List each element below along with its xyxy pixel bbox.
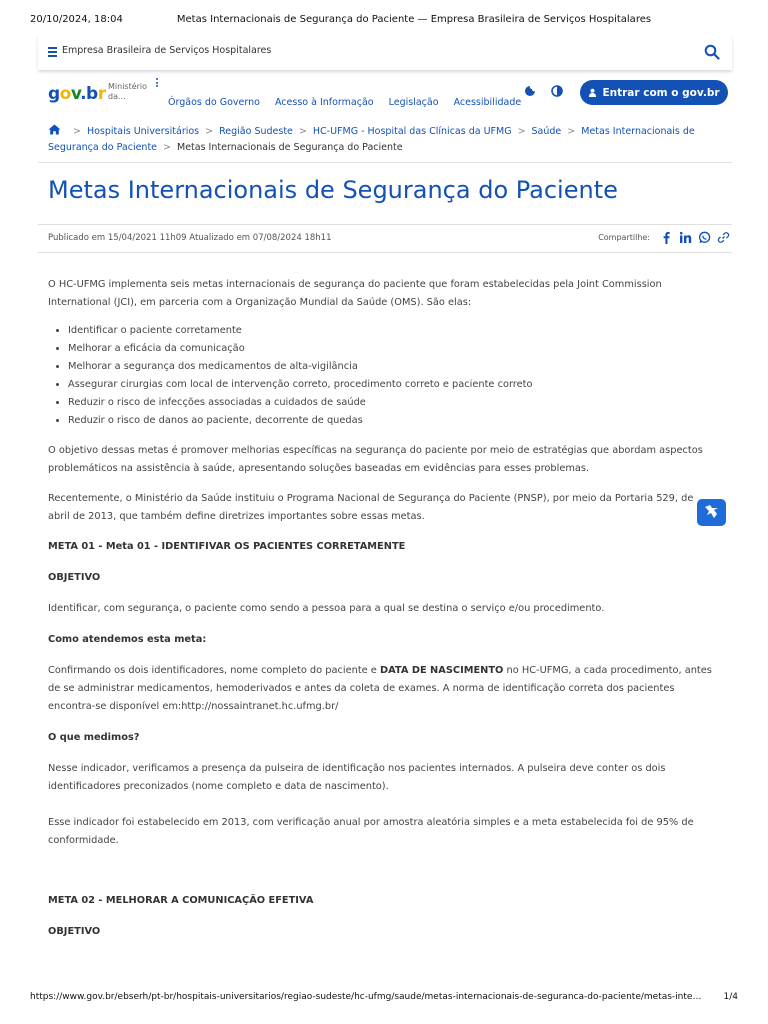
list-item: • Melhorar a segurança dos medicamentos de alta-vigilância — [68, 358, 724, 376]
contrast-icon[interactable] — [551, 85, 563, 97]
breadcrumb-item[interactable]: Região Sudeste — [219, 126, 293, 137]
link-orgaos[interactable]: Órgãos do Governo — [168, 97, 260, 108]
medimos-paragraph-1: Nesse indicador, verificamos a presença da pulseira de identificação nos pacientes internados. A pulseira deve conter os dois identificadores preconizados (nome completo e data de nascimento). — [48, 763, 666, 792]
list-item: • Reduzir o risco de infecções associadas a cuidados de saúde — [68, 394, 724, 412]
print-footer — [30, 992, 738, 1006]
share-bar — [598, 231, 730, 244]
list-item: • Identificar o paciente corretamente — [68, 322, 724, 340]
print-date: 20/10/2024, 18:04 — [30, 14, 123, 25]
login-label: Entrar com o gov.br — [602, 86, 720, 99]
cookie-icon[interactable] — [524, 85, 536, 97]
print-title: Metas Internacionais de Segurança do Paciente — Empresa Brasileira de Serviços Hospitalares — [176, 14, 652, 25]
breadcrumb-item[interactable]: Saúde — [531, 126, 562, 137]
como-text: Confirmando os dois identificadores, nome completo do paciente e — [48, 665, 380, 676]
print-header — [30, 14, 738, 30]
hamburger-icon[interactable] — [48, 47, 57, 56]
breadcrumb-item[interactable]: Metas Internacionais de Segurança do Paciente — [48, 126, 695, 153]
meta02-heading: META 02 - MELHORAR A COMUNICAÇÃO EFETIVA — [48, 895, 314, 906]
govbr-bar — [48, 78, 732, 118]
goals-list — [48, 322, 724, 430]
ministry-label — [108, 82, 147, 102]
meta01-heading: META 01 - Meta 01 - IDENTIFIVAR OS PACIENTES CORRETAMENTE — [48, 541, 406, 552]
linkedin-icon[interactable] — [679, 231, 692, 244]
list-item: • Assegurar cirurgias com local de intervenção correto, procedimento correto e paciente correto — [68, 376, 724, 394]
breadcrumb: > Hospitais Universitários > Região Sudeste > HC-UFMG - Hospital das Clínicas da UFMG > Saúde > Metas Internacionais de Segurança do Paciente > Metas Internacionais de Segurança do Paciente — [48, 126, 695, 153]
site-name[interactable]: Empresa Brasileira de Serviços Hospitalares — [62, 45, 272, 56]
intro-paragraph: O HC-UFMG implementa seis metas internacionais de segurança do paciente que foram estabelecidas pela Joint Commission International (JCI), em parceria com a Organização Mundial da Saúde (OMS). São elas: — [48, 279, 662, 308]
page-number: 1/4 — [723, 992, 738, 1002]
user-icon — [588, 88, 597, 97]
objective-paragraph: O objetivo dessas metas é promover melhorias específicas na segurança do paciente por meio de estratégias que abordam aspectos problemáticos na assistência à saúde, apresentando soluções baseadas em evidências para esses problemas. — [48, 445, 703, 474]
medimos-label: O que medimos? — [48, 732, 140, 743]
whatsapp-icon[interactable] — [698, 231, 711, 244]
article-meta — [48, 233, 730, 247]
login-button[interactable] — [580, 80, 728, 105]
como-paragraph — [48, 662, 724, 716]
sign-language-icon — [697, 499, 726, 526]
search-icon[interactable] — [704, 44, 720, 60]
breadcrumb-current: Metas Internacionais de Segurança do Paciente — [177, 142, 403, 153]
breadcrumb-item[interactable]: Hospitais Universitários — [86, 126, 200, 137]
list-item: • Reduzir o risco de danos ao paciente, decorrente de quedas — [68, 412, 724, 430]
page-title: Metas Internacionais de Segurança do Paciente — [48, 176, 618, 204]
link-acesso-informacao[interactable]: Acesso à Informação — [274, 97, 374, 108]
divider — [38, 252, 732, 253]
breadcrumb-item[interactable]: HC-UFMG - Hospital das Clínicas da UFMG — [312, 126, 512, 137]
divider — [38, 224, 732, 225]
objetivo-label: OBJETIVO — [48, 572, 101, 583]
divider — [38, 162, 732, 163]
facebook-icon[interactable] — [660, 231, 673, 244]
article-body — [48, 276, 724, 941]
site-header — [38, 36, 732, 70]
como-label: Como atendemos esta meta: — [48, 634, 207, 645]
share-label: Compartilhe: — [598, 233, 650, 242]
ministry-line-2: da... — [108, 92, 126, 101]
link-acessibilidade[interactable]: Acessibilidade — [453, 97, 522, 108]
list-item: • Melhorar a eficácia da comunicação — [68, 340, 724, 358]
govbr-logo[interactable]: gov.br — [48, 84, 106, 104]
vlibras-button[interactable] — [697, 499, 726, 526]
como-bold: DATA DE NASCIMENTO — [379, 665, 504, 676]
meta01-objective: Identificar, com segurança, o paciente como sendo a pessoa para a qual se destina o serviço e/ou procedimento. — [48, 603, 605, 614]
medimos-paragraph-2: Esse indicador foi estabelecido em 2013, com verificação anual por amostra aleatória simples e a meta estabelecida foi de 95% de conformidade. — [48, 817, 694, 846]
ministry-line-1: Ministério — [108, 82, 148, 91]
objetivo-label-2: OBJETIVO — [48, 926, 101, 937]
more-options-icon[interactable] — [156, 78, 160, 90]
gov-links — [168, 97, 533, 108]
link-legislacao[interactable]: Legislação — [388, 97, 439, 108]
pnsp-paragraph: Recentemente, o Ministério da Saúde instituiu o Programa Nacional de Segurança do Paciente (PNSP), por meio da Portaria 529, de abril de 2013, que também define diretrizes importantes sobre essas metas. — [48, 493, 694, 522]
copy-link-icon[interactable] — [717, 231, 730, 244]
como-text-after: no HC-UFMG, a cada procedimento, antes de se administrar medicamentos, hemoderivados e antes da coleta de exames. A norma de identificação correta dos pacientes encontra-se disponível em:http://nossaintranet.hc.ufmg.br/ — [48, 665, 712, 712]
home-icon[interactable] — [48, 124, 61, 135]
print-url: https://www.gov.br/ebserh/pt-br/hospitais-universitarios/regiao-sudeste/hc-ufmg/saude/metas-internacionais-de-seguranca-do-paciente/metas-inte… — [30, 992, 702, 1002]
publish-date: Publicado em 15/04/2021 11h09 Atualizado em 07/08/2024 18h11 — [48, 233, 332, 243]
